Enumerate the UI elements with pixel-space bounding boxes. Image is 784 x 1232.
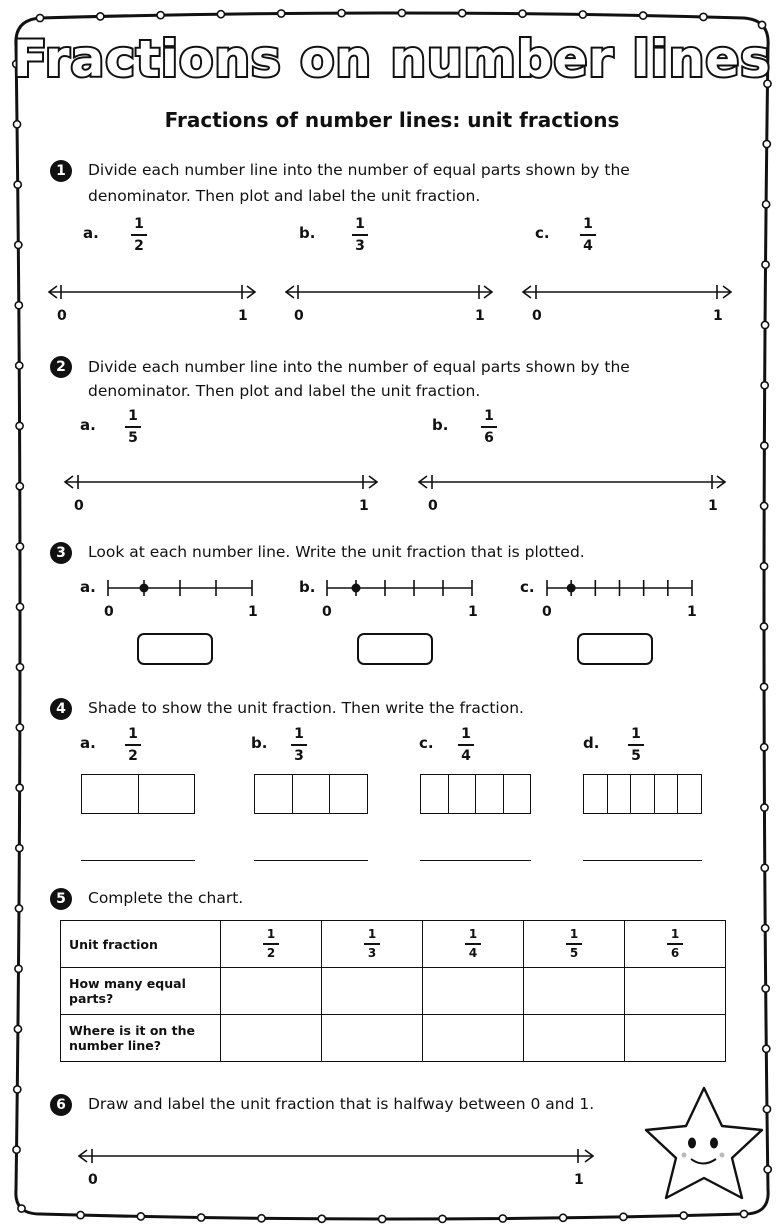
fraction-bar-part[interactable]: [330, 775, 367, 813]
unit-fraction-chart: [60, 920, 726, 1062]
q6-number-line[interactable]: [79, 1149, 593, 1163]
q4b-label: b.: [251, 734, 268, 752]
q3a-end: 1: [248, 604, 258, 620]
chart-row-unit-fraction: [61, 921, 726, 968]
q4b-fraction-bar: [254, 774, 368, 814]
q2b-number-line[interactable]: [419, 475, 725, 489]
chart-answer-cell[interactable]: [423, 1015, 524, 1062]
question-6-number: 6: [50, 1094, 72, 1116]
plotted-point: [567, 584, 576, 593]
fraction-bar-part[interactable]: [293, 775, 331, 813]
chart-answer-cell[interactable]: [221, 968, 322, 1015]
q4b-answer-line[interactable]: [254, 860, 368, 861]
chart-answer-cell[interactable]: [524, 1015, 625, 1062]
q2b-end: 1: [708, 498, 718, 514]
chart-answer-cell[interactable]: [322, 968, 423, 1015]
smiling-star-icon: [646, 1088, 762, 1198]
question-2-text: Divide each number line into the number of equal parts shown by the denominator. Then plot and label the unit fraction.: [88, 358, 630, 400]
q3a-label: a.: [80, 578, 96, 596]
q3b-label: b.: [299, 578, 316, 596]
q3c-answer-box[interactable]: [577, 633, 653, 665]
q3a-answer-box[interactable]: [137, 633, 213, 665]
page-title: Fractions on number lines: [12, 30, 772, 88]
fraction-bar-part[interactable]: [655, 775, 679, 813]
fraction-bar-part[interactable]: [82, 775, 139, 813]
q1b-fraction: 1 3: [349, 216, 371, 254]
chart-row-header: Unit fraction: [61, 921, 221, 968]
q1c-start: 0: [532, 308, 542, 324]
q4d-fraction: 1 5: [625, 726, 647, 764]
question-1-text: Divide each number line into the number of equal parts shown by the denominator. Then plot and label the unit fraction.: [88, 161, 630, 205]
q1a-fraction: 1 2: [128, 216, 150, 254]
chart-answer-cell[interactable]: [322, 1015, 423, 1062]
question-1-number: 1: [50, 160, 72, 182]
q2b-fraction: 1 6: [478, 408, 500, 446]
q4d-label: d.: [583, 734, 600, 752]
page-subtitle: Fractions of number lines: unit fractions: [164, 108, 620, 132]
chart-row-header: How many equal parts?: [61, 968, 221, 1015]
q1b-number-line[interactable]: [286, 285, 492, 299]
fraction-bar-part[interactable]: [504, 775, 531, 813]
question-4-number: 4: [50, 698, 72, 720]
q2a-end: 1: [359, 498, 369, 514]
q1c-end: 1: [713, 308, 723, 324]
q4d-fraction-bar: [583, 774, 702, 814]
q3c-end: 1: [687, 604, 697, 620]
q4b-fraction: 1 3: [288, 726, 310, 764]
q2a-start: 0: [74, 498, 84, 514]
chart-fraction-cell: 1 4: [423, 921, 524, 968]
chart-fraction-cell: 1 5: [524, 921, 625, 968]
chart-answer-cell[interactable]: [524, 968, 625, 1015]
q4a-fraction-bar: [81, 774, 195, 814]
q2a-number-line[interactable]: [65, 475, 377, 489]
plotted-point: [352, 584, 361, 593]
q1a-end: 1: [238, 308, 248, 324]
q4d-answer-line[interactable]: [583, 860, 702, 861]
fraction-bar-part[interactable]: [139, 775, 195, 813]
q1c-number-line[interactable]: [523, 285, 731, 299]
q6-end: 1: [574, 1172, 584, 1188]
chart-fraction-cell: 1 2: [221, 921, 322, 968]
fraction-bar-part[interactable]: [255, 775, 293, 813]
q1b-start: 0: [294, 308, 304, 324]
question-6-text: Draw and label the unit fraction that is halfway between 0 and 1.: [88, 1095, 595, 1113]
q3b-start: 0: [322, 604, 332, 620]
q4a-fraction: 1 2: [122, 726, 144, 764]
q3a-number-line: [108, 580, 252, 596]
question-5-number: 5: [50, 888, 72, 910]
fraction-bar-part[interactable]: [421, 775, 449, 813]
q2a-label: a.: [80, 416, 96, 434]
chart-fraction-cell: 1 6: [625, 921, 726, 968]
fraction-bar-part[interactable]: [476, 775, 504, 813]
fraction-bar-part[interactable]: [584, 775, 608, 813]
q4c-answer-line[interactable]: [420, 860, 531, 861]
question-2-number: 2: [50, 356, 72, 378]
chart-row-header: Where is it on the number line?: [61, 1015, 221, 1062]
chart-fraction-cell: 1 3: [322, 921, 423, 968]
q4a-label: a.: [80, 734, 96, 752]
chart-answer-cell[interactable]: [221, 1015, 322, 1062]
q1a-start: 0: [57, 308, 67, 324]
q3b-answer-box[interactable]: [357, 633, 433, 665]
chart-answer-cell[interactable]: [625, 968, 726, 1015]
question-3-text: Look at each number line. Write the unit fraction that is plotted.: [88, 543, 585, 561]
question-3-number: 3: [50, 542, 72, 564]
q1a-number-line[interactable]: [49, 285, 255, 299]
q2b-label: b.: [432, 416, 449, 434]
q1a-label: a.: [83, 224, 99, 242]
question-5-text: Complete the chart.: [88, 889, 244, 907]
q4c-fraction-bar: [420, 774, 531, 814]
fraction-bar-part[interactable]: [631, 775, 655, 813]
chart-row-equal-parts: [61, 968, 726, 1015]
q2b-start: 0: [428, 498, 438, 514]
q1c-label: c.: [535, 224, 550, 242]
q6-start: 0: [88, 1172, 98, 1188]
q3a-start: 0: [104, 604, 114, 620]
q4c-label: c.: [419, 734, 434, 752]
fraction-bar-part[interactable]: [449, 775, 477, 813]
q1b-label: b.: [299, 224, 316, 242]
q3c-start: 0: [542, 604, 552, 620]
plotted-point: [140, 584, 149, 593]
q3b-end: 1: [468, 604, 478, 620]
q3b-number-line: [327, 580, 472, 596]
question-4-text: Shade to show the unit fraction. Then write the fraction.: [88, 699, 524, 717]
chart-answer-cell[interactable]: [625, 1015, 726, 1062]
fraction-bar-part[interactable]: [608, 775, 632, 813]
q2a-fraction: 1 5: [122, 408, 144, 446]
q3c-label: c.: [520, 578, 535, 596]
q1c-fraction: 1 4: [577, 216, 599, 254]
chart-answer-cell[interactable]: [423, 968, 524, 1015]
fraction-bar-part[interactable]: [678, 775, 701, 813]
q1b-end: 1: [475, 308, 485, 324]
q4a-answer-line[interactable]: [81, 860, 195, 861]
chart-row-position: [61, 1015, 726, 1062]
q3c-number-line: [547, 580, 692, 596]
q4c-fraction: 1 4: [455, 726, 477, 764]
